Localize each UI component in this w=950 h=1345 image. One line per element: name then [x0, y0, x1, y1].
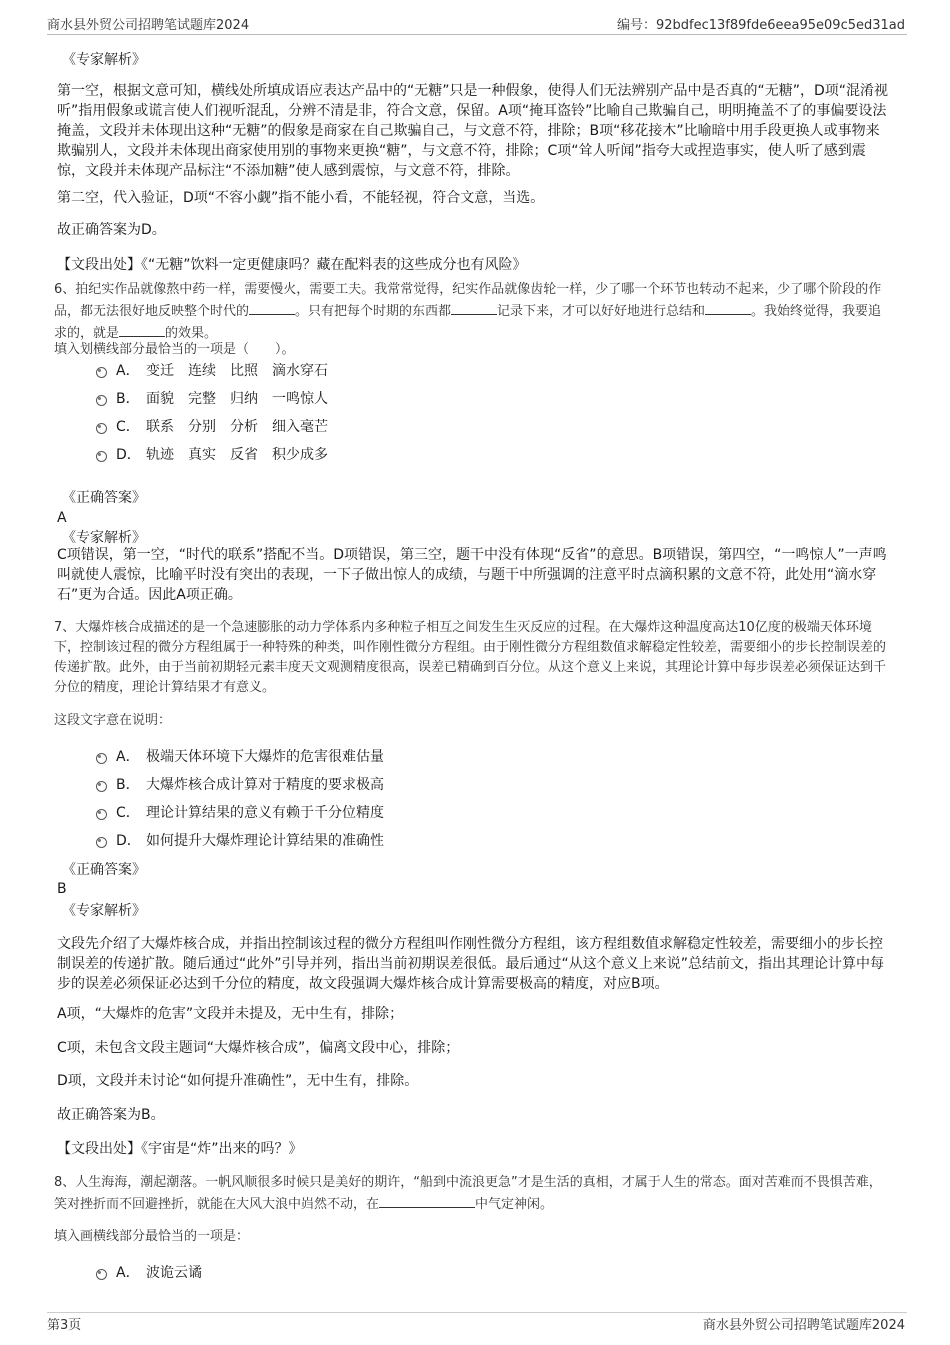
- analysis-paragraph: C项错误，第一空，“时代的联系”搭配不当。D项错误，第三空，题干中没有体现“反省”的意思。B项错误，第四空，“一鸣惊人”一声鸣叫就使人震惊，比喻平时没有突出的表现，一下子做出惊人的成绩，与题干中所强调的注意平时点滴积累的文意不符，此处用“滴水穿石”更为合适。因此A项正确。: [57, 547, 887, 603]
- radio-icon[interactable]: [96, 423, 107, 434]
- correct-answer-label: 《正确答案》: [62, 862, 146, 878]
- radio-icon[interactable]: [96, 753, 107, 764]
- analysis-paragraph: A项，“大爆炸的危害”文段并未提及，无中生有，排除；: [57, 1006, 404, 1022]
- correct-answer-label: 《正确答案》: [62, 490, 146, 506]
- answer-blank: [249, 300, 295, 315]
- option-c[interactable]: C． 联系 分别 分析 细入毫芒: [96, 417, 328, 437]
- answer-conclusion: 故正确答案为B。: [57, 1107, 165, 1123]
- question-6-prompt: 填入划横线部分最恰当的一项是（ ）。: [54, 342, 295, 357]
- option-a[interactable]: A． 波诡云谲: [96, 1263, 202, 1283]
- question-7-prompt: 这段文字意在说明：: [54, 713, 172, 728]
- option-b[interactable]: B． 大爆炸核合成计算对于精度的要求极高: [96, 775, 384, 795]
- radio-icon[interactable]: [96, 395, 107, 406]
- analysis-paragraph: 第二空，代入验证，D项“不容小觑”指不能小看，不能轻视，符合文意，当选。: [57, 190, 545, 206]
- correct-answer: A: [57, 510, 67, 526]
- question-8-stem: 8、人生海海，潮起潮落。一帆风顺很多时候只是美好的期许，“船到中流浪更急”才是生活的真相，才属于人生的常态。面对苦难而不畏惧苦难，笑对挫折而不回避挫折，就能在大风大浪中岿然不动，在 中气定神闲。: [54, 1175, 882, 1212]
- radio-icon[interactable]: [96, 809, 107, 820]
- expert-analysis-label: 《专家解析》: [62, 52, 146, 68]
- expert-analysis-label: 《专家解析》: [62, 903, 146, 919]
- correct-answer: B: [57, 881, 67, 897]
- document-id: 编号：92bdfec13f89fde6eea95e09c5ed31ad: [617, 18, 905, 33]
- question-6-stem: 6、拍纪实作品就像熬中药一样，需要慢火，需要工夫。我常常觉得，纪实作品就像齿轮一样，少了哪一个环节也转动不起来，少了哪个阶段的作品，都无法很好地反映整个时代的 。只有把每个时期的东西都 记录下来，才可以好好地进行总结和 。我始终觉得，我要追求的，就是 的效果。: [54, 282, 882, 341]
- radio-icon[interactable]: [96, 837, 107, 848]
- option-d[interactable]: D． 如何提升大爆炸理论计算结果的准确性: [96, 831, 384, 851]
- option-b[interactable]: B． 面貌 完整 归纳 一鸣惊人: [96, 389, 328, 409]
- question-7-stem: 7、大爆炸核合成描述的是一个急速膨胀的动力学体系内多种粒子相互之间发生生灭反应的过程。在大爆炸这种温度高达10亿度的极端天体环境下，控制该过程的微分方程组属于一种特殊的种类，叫作刚性微分方程组。由于刚性微分方程组数值求解稳定性较差，需要细小的步长控制误差的传递扩散。此外，由于当前初期轻元素丰度天文观测精度很高，误差已精确到百分位。从这个意义上来说，其理论计算中每步误差必须保证达到千分位的精度，理论计算结果才有意义。: [54, 620, 887, 695]
- header-divider: [47, 34, 907, 35]
- radio-icon[interactable]: [96, 451, 107, 462]
- radio-icon[interactable]: [96, 781, 107, 792]
- answer-blank: [705, 300, 751, 315]
- source-citation: 【文段出处】《“无糖”饮料一定更健康吗？藏在配料表的这些成分也有风险》: [57, 257, 527, 273]
- radio-icon[interactable]: [96, 367, 107, 378]
- option-a[interactable]: A． 极端天体环境下大爆炸的危害很难估量: [96, 747, 384, 767]
- header-title: 商水县外贸公司招聘笔试题库2024: [47, 18, 250, 33]
- footer-divider: [47, 1312, 907, 1313]
- answer-blank: [119, 322, 165, 337]
- option-a[interactable]: A． 变迁 连续 比照 滴水穿石: [96, 361, 328, 381]
- question-8-prompt: 填入画横线部分最恰当的一项是：: [54, 1229, 250, 1244]
- analysis-paragraph: C项，未包含文段主题词“大爆炸核合成”，偏离文段中心，排除；: [57, 1040, 460, 1056]
- page-number: 第3页: [47, 1318, 82, 1333]
- answer-conclusion: 故正确答案为D。: [57, 222, 166, 238]
- radio-icon[interactable]: [96, 1269, 107, 1280]
- answer-blank: [379, 1193, 475, 1208]
- footer-title: 商水县外贸公司招聘笔试题库2024: [702, 1318, 905, 1333]
- option-c[interactable]: C． 理论计算结果的意义有赖于千分位精度: [96, 803, 384, 823]
- analysis-paragraph: 第一空，根据文意可知，横线处所填成语应表达产品中的“无糖”只是一种假象，使得人们无法辨别产品中是否真的“无糖”，D项“混淆视听”指用假象或谎言使人们视听混乱，分辨不清是非，符合文意，保留。A项“掩耳盗铃”比喻自己欺骗自己，明明掩盖不了的事偏要设法掩盖，文段并未体现出这种“无糖”的假象是商家在自己欺骗自己，与文意不符，排除；B项“移花接木”比喻暗中用手段更换人或事物来欺骗别人，文段并未体现出商家使用别的事物来更换“糖”，与文意不符，排除；C项“耸人听闻”指夸大或捏造事实，使人听了感到震惊，文段并未体现产品标注“不添加糖”使人感到震惊，与文意不符，排除。: [57, 83, 889, 179]
- answer-blank: [451, 300, 497, 315]
- option-d[interactable]: D． 轨迹 真实 反省 积少成多: [96, 445, 328, 465]
- analysis-paragraph: 文段先介绍了大爆炸核合成，并指出控制该过程的微分方程组叫作刚性微分方程组，该方程组数值求解稳定性较差，需要细小的步长控制误差的传递扩散。随后通过“此外”引导并列，指出当前初期误差很低。最后通过“从这个意义上来说”总结前文，指出其理论计算中每步的误差必须保证必达到千分位的精度，故文段强调大爆炸核合成计算需要极高的精度，对应B项。: [57, 936, 885, 992]
- source-citation: 【文段出处】《宇宙是“炸”出来的吗？》: [57, 1141, 303, 1157]
- expert-analysis-label: 《专家解析》: [62, 530, 146, 546]
- analysis-paragraph: D项，文段并未讨论“如何提升准确性”，无中生有，排除。: [57, 1073, 419, 1089]
